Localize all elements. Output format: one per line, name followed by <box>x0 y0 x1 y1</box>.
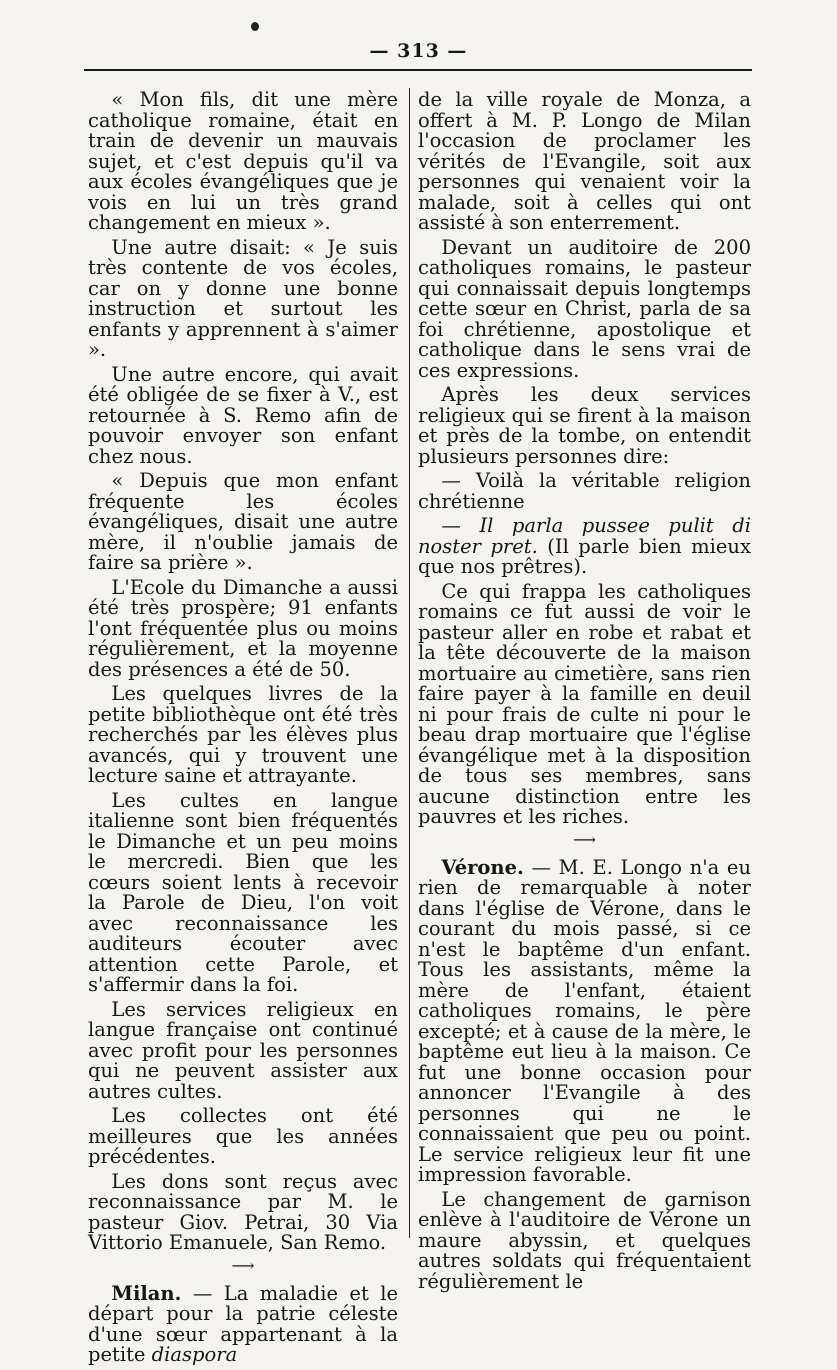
paragraph: Les dons sont reçus avec reconnaissance par M. le pasteur Giov. Petrai, 30 Via Vittorio Emanuele, San Remo. <box>88 1169 398 1254</box>
place-heading-verone: Vérone. <box>441 855 524 879</box>
milan-section-start <box>88 1281 398 1366</box>
paragraph: Après les deux services religieux qui se firent à la maison et près de la tombe, on entendit plusieurs personnes dire: <box>418 383 751 468</box>
paragraph: Les collectes ont été meilleures que les années précédentes. <box>88 1104 398 1168</box>
section-ornament: ⟶ <box>231 1255 255 1275</box>
left-column <box>88 90 398 1370</box>
quote-translation: (Il parle bien mieux que nos prêtres). <box>418 534 751 578</box>
place-heading-milan: Milan. <box>111 1281 182 1305</box>
paragraph: — Voilà la véritable religion chrétienne <box>418 469 751 513</box>
header-rule <box>84 69 752 71</box>
paragraph: « Mon fils, dit une mère catholique romaine, était en train de devenir un mauvais sujet, et c'est depuis qu'il va aux écoles évangéliques que je vois en lui un très grand changement en mieux ». <box>88 88 398 234</box>
page-number: — 313 — <box>369 40 468 62</box>
milan-text-continued: de la ville royale de Monza, a offert à M. P. Longo de Milan l'occasion de proclamer les vérités de l'Evangile, soit aux personnes qui venaient voir la malade, soit à celles qui ont assisté à son enterrement. <box>418 88 751 234</box>
paragraph: Le changement de garnison enlève à l'auditoire de Vérone un maure abyssin, et quelques autres soldats qui fréquentaient régulièrement le <box>418 1187 751 1293</box>
paragraph: « Depuis que mon enfant fréquente les écoles évangéliques, disait une autre mère, il n'oublie jamais de faire sa prière ». <box>88 469 398 574</box>
paragraph: Les services religieux en langue française ont continué avec profit pour les personnes qui ne peuvent assister aux autres cultes. <box>88 997 398 1103</box>
paragraph: Les quelques livres de la petite bibliothèque ont été très recherchés par les élèves plus avancés, qui y trouvent une lecture saine et attrayante. <box>88 682 398 787</box>
section-ornament: ⟶ <box>573 829 596 849</box>
ink-speck <box>251 22 259 31</box>
verone-section <box>418 855 751 1186</box>
milan-italic-word: diaspora <box>151 1343 238 1366</box>
milan-text-start: — La maladie et le départ pour la patrie céleste d'une sœur appartenant à la petite <box>88 1281 398 1366</box>
quote-italic: Il parla pussee pulit di noster pret. <box>418 514 752 558</box>
paragraph: Devant un auditoire de 200 catholiques romains, le pasteur qui connaissait depuis longtemps cette sœur en Christ, parla de sa foi chrétienne, apostolique et catholique dans le sens vrai de ces expressions. <box>418 235 751 382</box>
paragraph: Une autre disait: « Je suis très contente de vos écoles, car on y donne une bonne instruction et surtout les enfants y apprennent à s'aimer ». <box>88 235 398 361</box>
paragraph: Les cultes en langue italienne sont bien fréquentés le Dimanche et un peu moins le mercredi. Bien que les cœurs soient lents à recevoir la Parole de Dieu, l'on voit avec reconnaissance les auditeurs écouter avec attention cette Parole, et s'affermir dans la foi. <box>88 788 398 996</box>
column-divider <box>409 88 410 1238</box>
dialect-quote <box>418 516 751 578</box>
right-column <box>418 90 751 1296</box>
paragraph: L'Ecole du Dimanche a aussi été très prospère; 91 enfants l'ont fréquentée plus ou moins régulièrement, et la moyenne des présences a été de 50. <box>88 575 398 681</box>
verone-text: — M. E. Longo n'a eu rien de remarquable à noter dans l'église de Vérone, dans le courant du mois passé, si ce n'est le baptême d'un enfant. Tous les assistants, même la mère de l'enfant, étaient catholiques romains, le père excepté; et à cause de la mère, le baptême eut lieu à la maison. Ce fut une bonne occasion pour annoncer l'Evangile à des personnes qui ne le connaissaient que peu ou point. Le service religieux leur fit une impression favorable. <box>418 855 751 1186</box>
paragraph: Une autre encore, qui avait été obligée de se fixer à V., est retournée à S. Remo afin de pouvoir envoyer son enfant chez nous. <box>88 362 398 468</box>
paragraph: Ce qui frappa les catholiques romains ce fut aussi de voir le pasteur aller en robe et rabat et la tête découverte de la maison mortuaire au cimetière, sans rien faire payer à la famille en deuil ni pour frais de culte ni pour le beau drap mortuaire que l'église évangélique met à la disposition de tous ses membres, sans aucune distinction entre les pauvres et les riches. <box>418 579 751 828</box>
quote-dash: — <box>441 514 480 537</box>
